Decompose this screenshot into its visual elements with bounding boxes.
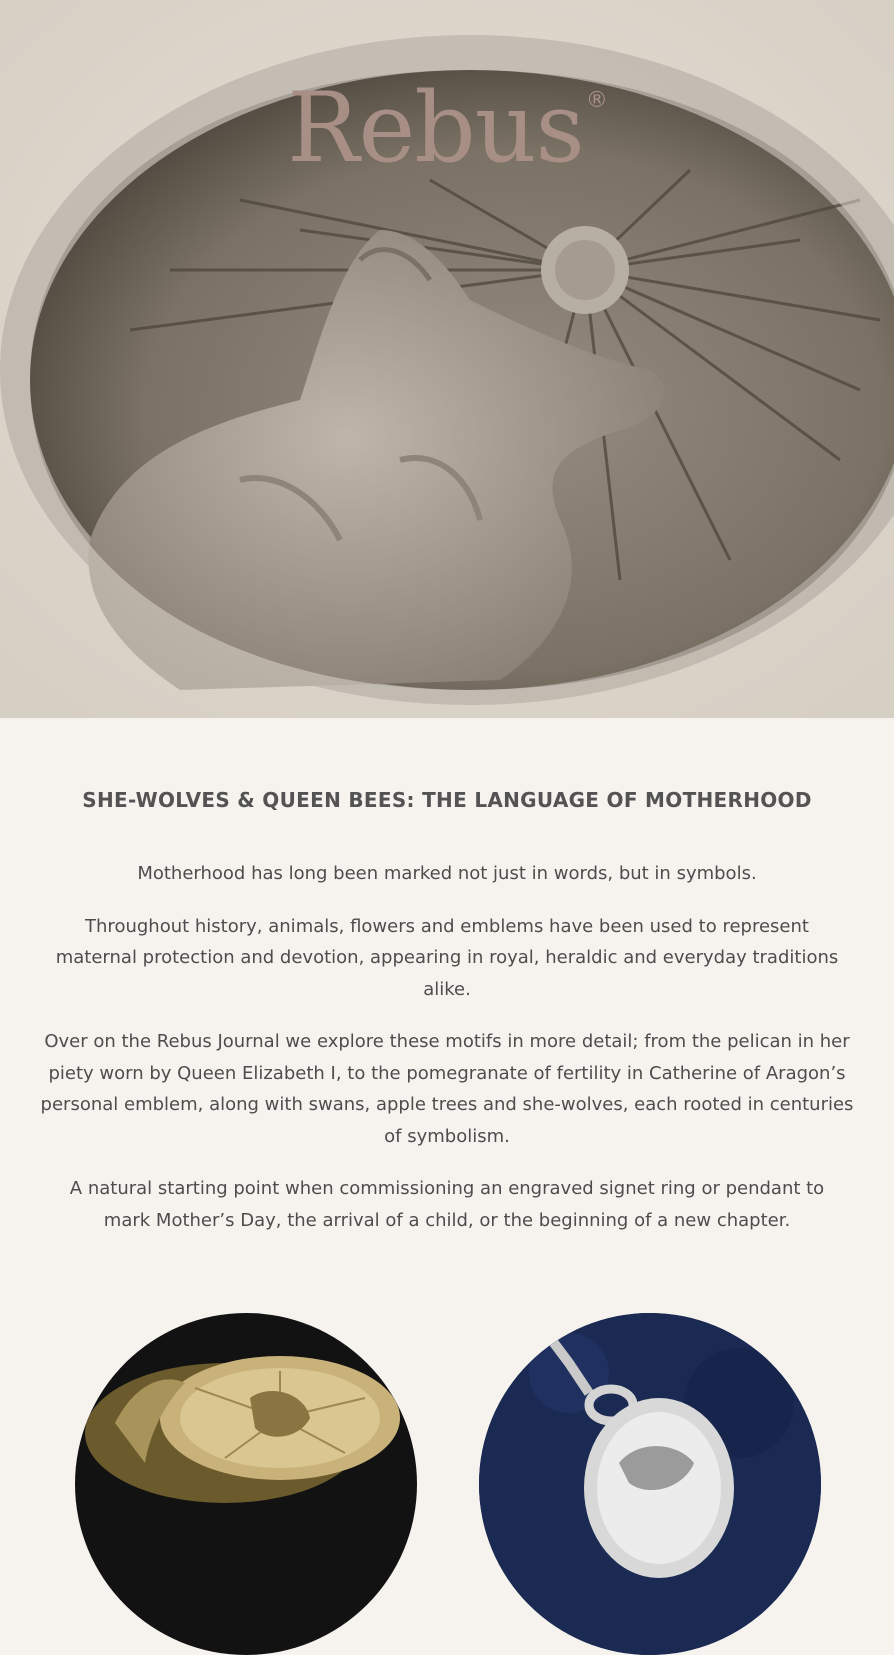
article-paragraph-4: A natural starting point when commissioning an engraved signet ring or pendant to mark Mother’s Day, the arrival of a child, or the beginning of a new chapter. (69, 1178, 825, 1231)
pendant-icon (479, 1313, 821, 1655)
product-images (0, 1284, 894, 1494)
article-paragraph-3: Over on the Rebus Journal we explore these motifs in more detail; from the pelican in her piety worn by Queen Elizabeth I, to the pomegranate of fertility in Catherine of Aragon’s personal emblem, along with swans, apple trees and she-wolves, each rooted in centuries of symbolism. (40, 1031, 854, 1147)
product-image-pendant[interactable] (479, 1313, 821, 1655)
signet-ring-icon (75, 1313, 417, 1655)
article (0, 718, 894, 1494)
article-paragraph-1: Motherhood has long been marked not just in words, but in symbols. (137, 863, 757, 884)
brand-name: Rebus (287, 72, 584, 184)
registered-mark: ® (585, 88, 607, 113)
hero-image[interactable] (0, 0, 894, 718)
article-paragraph-2: Throughout history, animals, flowers and emblems have been used to represent maternal protection and devotion, appearing in royal, heraldic and everyday traditions alike. (55, 915, 839, 1000)
product-image-signet-ring[interactable] (75, 1313, 417, 1655)
brand-logo[interactable] (0, 72, 894, 184)
article-headline: SHE-WOLVES & QUEEN BEES: THE LANGUAGE OF MOTHERHOOD (82, 788, 812, 812)
